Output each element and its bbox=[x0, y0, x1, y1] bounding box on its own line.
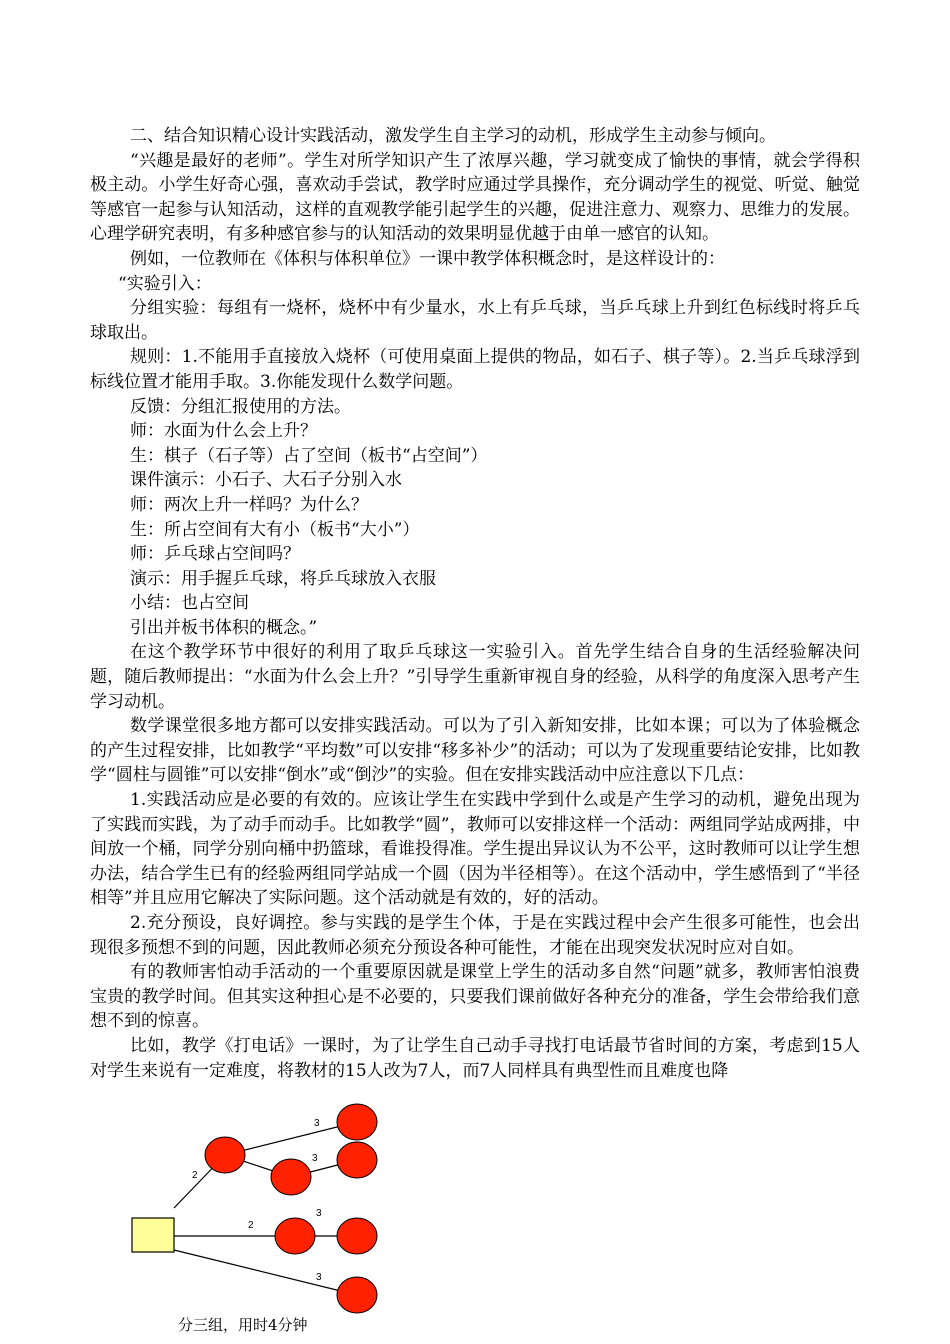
dialogue-line: 演示：用手握乒乓球，将乒乓球放入衣服 bbox=[130, 568, 436, 589]
student-node bbox=[337, 1104, 377, 1140]
body-paragraph: 分组实验：每组有一烧杯，烧杯中有少量水，水上有乒乓球，当乒乓球上升到红色标线时将乒乓球取出。 bbox=[90, 298, 860, 343]
caller-square bbox=[132, 1218, 174, 1252]
body-paragraph: 2.充分预设，良好调控。参与实践的是学生个体，于是在实践过程中会产生很多可能性，也会出现很多预想不到的问题，因此教师必须充分预设各种可能性，才能在出现突发状况时应对自如。 bbox=[90, 913, 860, 958]
edge-line bbox=[174, 1155, 225, 1208]
edge-label: 3 bbox=[316, 1272, 322, 1283]
dialogue-line: 师：乒乓球占空间吗？ bbox=[130, 544, 300, 565]
student-node bbox=[275, 1218, 315, 1254]
edge-label: 3 bbox=[316, 1208, 322, 1219]
edge-line bbox=[291, 1160, 357, 1177]
student-node bbox=[337, 1218, 377, 1254]
edge-label: 2 bbox=[192, 1170, 198, 1181]
dialogue-line: 引出并板书体积的概念。” bbox=[130, 617, 318, 638]
student-node bbox=[205, 1137, 245, 1173]
student-node bbox=[337, 1142, 377, 1178]
dialogue-line: 师：水面为什么会上升？ bbox=[130, 421, 317, 442]
dialogue-line: 反馈：分组汇报使用的方法。 bbox=[130, 396, 351, 417]
edge-line bbox=[225, 1122, 357, 1155]
heading-paragraph: 二、结合知识精心设计实践活动，激发学生自主学习的动机，形成学生主动参与倾向。 bbox=[130, 126, 776, 146]
diagram-caption: 分三组，用时4分钟 bbox=[178, 1316, 308, 1334]
body-paragraph: 数学课堂很多地方都可以安排实践活动。可以为了引入新知安排，比如本课；可以为了体验概念的产生过程安排，比如教学“平均数”可以安排“移多补少”的活动；可以为了发现重要结论安排，比如教学“圆柱与圆锥”可以安排“倒水”或“倒沙”的实验。但在安排实践活动中应注意以下几点： bbox=[90, 716, 860, 786]
body-paragraph: 比如，教学《打电话》一课时，为了让学生自己动手寻找打电话最节省时间的方案，考虑到15人对学生来说有一定难度，将教材的15人改为7人，而7人同样具有典型性而且难度也降 bbox=[90, 1035, 860, 1081]
dialogue-line: 师：两次上升一样吗？为什么？ bbox=[130, 494, 368, 515]
quote-start-paragraph: “实验引入： bbox=[118, 273, 212, 294]
dialogue-line: 生：所占空间有大有小（板书“大小”） bbox=[130, 519, 420, 540]
body-paragraph: 1.实践活动应是必要的有效的。应该让学生在实践中学到什么或是产生学习的动机，避免出现为了实践而实践，为了动手而动手。比如教学“圆”，教师可以安排这样一个活动：两组同学站成两排，中间放一个桶，同学分别向桶中扔篮球，看谁投得准。学生提出异议认为不公平，这时教师可以让学生想办法，结合学生已有的经验两组同学站成一个圆（因为半径相等）。在这个活动中，学生感悟到了“半径相等”并且应用它解决了实际问题。这个活动就是有效的，好的活动。 bbox=[90, 790, 860, 909]
dialogue-line: 课件演示：小石子、大石子分别入水 bbox=[130, 470, 402, 491]
edge-labels bbox=[192, 1118, 322, 1283]
diagram-nodes bbox=[205, 1104, 377, 1313]
body-paragraph: 规则：1.不能用手直接放入烧杯（可使用桌面上提供的物品，如石子、棋子等）。2.当乒乓球浮到标线位置才能用手取。3.你能发现什么数学问题。 bbox=[90, 347, 860, 392]
edge-label: 3 bbox=[312, 1153, 318, 1164]
body-paragraph: 在这个教学环节中很好的利用了取乒乓球这一实验引入。首先学生结合自身的生活经验解决问题，随后教师提出：“水面为什么会上升？”引导学生重新审视自身的经验，从科学的角度深入思考产生学习动机。 bbox=[90, 642, 860, 712]
dialogue-line: 小结：也占空间 bbox=[130, 593, 249, 614]
diagram-edges bbox=[174, 1122, 357, 1295]
document-body bbox=[90, 124, 860, 1083]
student-node bbox=[271, 1159, 311, 1195]
body-paragraph: “兴趣是最好的老师”。学生对所学知识产生了浓厚兴趣，学习就变成了愉快的事情，就会学得积极主动。小学生好奇心强，喜欢动手尝试，教学时应通过学具操作，充分调动学生的视觉、听觉、触觉等感官一起参与认知活动，这样的直观教学能引起学生的兴趣，促进注意力、观察力、思维力的发展。心理学研究表明，有多种感官参与的认知活动的效果明显优越于由单一感官的认知。 bbox=[90, 150, 860, 245]
dialogue-line: 生：棋子（石子等）占了空间（板书“占空间”） bbox=[130, 445, 488, 466]
body-paragraph: 有的教师害怕动手活动的一个重要原因就是课堂上学生的活动多自然“问题”就多，教师害怕浪费宝贵的教学时间。但其实这种担心是不必要的，只要我们课前做好各种充分的准备，学生会带给我们意想不到的惊喜。 bbox=[90, 962, 860, 1032]
edge-label: 3 bbox=[314, 1118, 320, 1129]
student-node bbox=[337, 1277, 377, 1313]
edge-label: 2 bbox=[248, 1220, 254, 1231]
edge-line bbox=[225, 1155, 291, 1177]
body-paragraph: 例如，一位教师在《体积与体积单位》一课中教学体积概念时，是这样设计的： bbox=[130, 248, 725, 269]
edge-line bbox=[174, 1250, 357, 1295]
